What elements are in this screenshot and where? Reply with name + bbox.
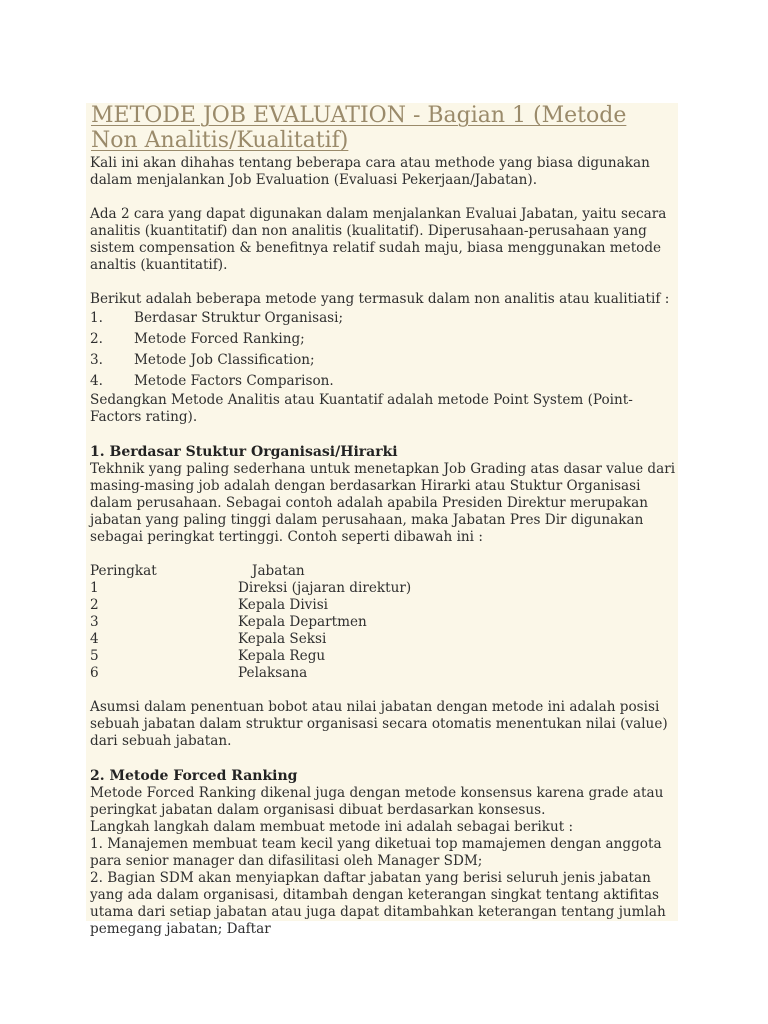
step-item: 2. Bagian SDM akan menyiapkan daftar jabatan yang berisi seluruh jenis jabatan yang ada dalam organisasi, ditambah dengan keterangan singkat tentang aktifitas utama dari setiap jabatan atau juga dapat ditambahkan keterangan tentang jumlah pemegang jabatan; Daftar xyxy=(90,870,666,937)
rank-table-header xyxy=(90,563,411,580)
list-intro: Berikut adalah beberapa metode yang termasuk dalam non analitis atau kualitiatif : xyxy=(90,291,670,307)
position-cell: Kepala Departmen xyxy=(238,614,367,630)
list-item-label: Metode Job Classification; xyxy=(134,352,315,368)
rank-cell: 6 xyxy=(90,665,99,681)
table-row xyxy=(90,597,411,614)
section1-heading: 1. Berdasar Stuktur Organisasi/Hirarki xyxy=(90,444,398,460)
list-item-number: 2. xyxy=(90,331,103,347)
rank-cell: 1 xyxy=(90,580,99,596)
intro-paragraph: Kali ini akan dihahas tentang beberapa cara atau methode yang biasa digunakan dalam menjalankan Job Evaluation (Evaluasi Pekerjaan/Jabatan). xyxy=(90,155,650,188)
list-item xyxy=(90,350,676,371)
list-item xyxy=(90,371,676,392)
section1-text: Tekhnik yang paling sederhana untuk menetapkan Job Grading atas dasar value dari masing-masing job adalah dengan berdasarkan Hirarki atau Stuktur Organisasi dalam perusahaan. Sebagai contoh adalah apabila Presiden Direktur merupakan jabatan yang paling tinggi dalam perusahaan, maka Jabatan Pres Dir digunakan sebagai peringkat tertinggi. Contoh seperti dibawah ini : xyxy=(90,461,676,545)
position-column-header: Jabatan xyxy=(252,563,305,579)
section2-heading: 2. Metode Forced Ranking xyxy=(90,768,298,784)
document-title-link[interactable]: METODE JOB EVALUATION - Bagian 1 (Metode Non Analitis/Kualitatif) xyxy=(91,103,627,153)
section2-text: Metode Forced Ranking dikenal juga dengan metode konsensus karena grade atau peringkat jabatan dalam organisasi dibuat berdasarkan konsesus. xyxy=(90,785,664,818)
rank-column-header: Peringkat xyxy=(90,563,157,579)
table-row xyxy=(90,631,411,648)
document-body xyxy=(90,155,676,938)
list-item-label: Berdasar Struktur Organisasi; xyxy=(134,310,344,326)
table-row xyxy=(90,665,411,682)
rank-cell: 2 xyxy=(90,597,99,613)
table-row xyxy=(90,648,411,665)
document-page xyxy=(86,103,678,937)
position-cell: Kepala Seksi xyxy=(238,631,327,647)
table-row xyxy=(90,580,411,597)
position-cell: Kepala Regu xyxy=(238,648,326,664)
list-item-label: Metode Forced Ranking; xyxy=(134,331,305,347)
methods-paragraph: Ada 2 cara yang dapat digunakan dalam menjalankan Evaluai Jabatan, yaitu secara analitis (kuantitatif) dan non analitis (kualitatif). Diperusahaan-perusahaan yang sistem compensation & benefitnya relatif sudah maju, biasa menggunakan metode analtis (kuantitatif). xyxy=(90,206,667,273)
analytic-note: Sedangkan Metode Analitis atau Kuantatif adalah metode Point System (Point-Factors rating). xyxy=(90,392,633,425)
position-cell: Pelaksana xyxy=(238,665,308,681)
rank-cell: 3 xyxy=(90,614,99,630)
list-item xyxy=(90,329,676,350)
assumption-paragraph: Asumsi dalam penentuan bobot atau nilai jabatan dengan metode ini adalah posisi sebuah jabatan dalam struktur organisasi secara otomatis menentukan nilai (value) dari sebuah jabatan. xyxy=(90,699,668,749)
position-cell: Kepala Divisi xyxy=(238,597,329,613)
rank-cell: 5 xyxy=(90,648,99,664)
list-item-label: Metode Factors Comparison. xyxy=(134,373,334,389)
list-item-number: 1. xyxy=(90,310,103,326)
list-item xyxy=(90,308,676,329)
rank-table xyxy=(90,563,411,682)
methods-list xyxy=(90,308,676,392)
steps-intro: Langkah langkah dalam membuat metode ini adalah sebagai berikut : xyxy=(90,819,574,835)
position-cell: Direksi (jajaran direktur) xyxy=(238,580,412,596)
rank-cell: 4 xyxy=(90,631,99,647)
step-item: 1. Manajemen membuat team kecil yang diketuai top mamajemen dengan anggota para senior manager dan difasilitasi oleh Manager SDM; xyxy=(90,836,662,869)
table-row xyxy=(90,614,411,631)
list-item-number: 4. xyxy=(90,373,103,389)
list-item-number: 3. xyxy=(90,352,103,368)
